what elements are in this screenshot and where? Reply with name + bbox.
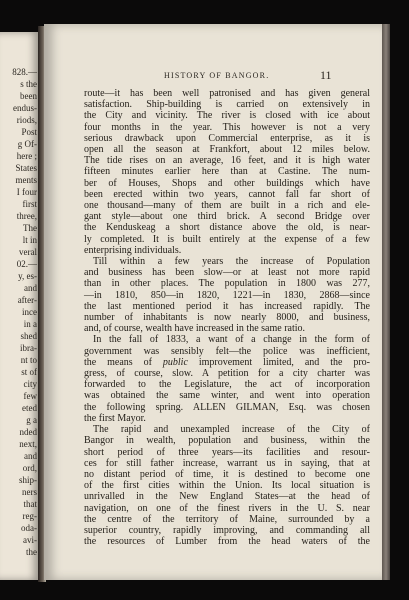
left-page-line: lt in [22,235,37,245]
right-page [44,24,382,580]
text-line: the centre of the territory of Maine, surrounded by a [84,513,370,525]
text-line: enterprising individuals. [84,244,182,256]
text-line: the following spring. ALLEN GILMAN, Esq. was chosen [84,401,370,413]
left-page-line: I four [16,187,37,197]
left-page-line: veral [19,247,37,257]
left-page-line: nded [19,427,37,437]
text-line: route—it has been well patronised and has given general [84,88,370,99]
text-line: navigation, on one of the finest rivers in the U. S. near [84,502,370,514]
text-line: fifteen minutes earlier here than at Castine. The num- [84,166,370,178]
text-line: the first Mayor. [84,412,146,424]
left-page-line: riods, [16,115,37,125]
running-head: HISTORY OF BANGOR. [164,71,270,80]
text-line: was obtained the same winter, and went into operation [84,390,370,402]
text-line: no distant period of time, it is destined to become one [84,468,370,480]
text-line: Till within a few years the increase of Population [93,256,370,268]
text-line: government was sensibly felt—the police was inefficient, [84,345,370,357]
text-line: number of inhabitants is now nearly 8000, and business, [84,312,370,324]
text-line: superior country, rapidly improving, and commanding all [84,524,370,536]
left-page-line: and [24,283,37,293]
left-page-line: ship- [19,475,37,485]
left-page-line: been [20,91,37,101]
left-page-line: 828.— [12,67,37,77]
left-page-line: ince [22,307,37,317]
left-page-line: ibra- [20,343,37,353]
left-page-line: eted [22,403,37,413]
text-line: The tide rises on an average, 16 feet, and it is high water [84,155,370,167]
text-line: The rapid and unexampled increase of the City of [93,424,370,436]
text-line: Bangor in wealth, population and business, within the [84,435,370,447]
left-page [0,32,40,580]
text-line: the means of public improvement limited, and the pro- [84,356,371,368]
left-page-line: in a [23,319,37,329]
text-line: forwarded to the Legislature, the act of incorporation [84,379,370,391]
text-line: the last mentioned period it has increased rapidly. The [84,300,370,312]
text-line: one thousand—many of them are built in a rich and ele- [84,200,370,212]
left-page-line: s the [20,79,37,89]
left-page-line: reg- [22,511,37,521]
text-line: four months in the year. This however is not a very [84,121,370,133]
left-page-line: y, es- [18,271,37,281]
left-page-line: st of [21,367,37,377]
left-page-line: few [23,391,37,401]
left-page-line: 02.— [16,259,37,269]
text-line: gant style—about one third brick. A second Bridge over [84,211,370,223]
left-page-line: ord, [22,463,37,473]
text-line: the City and vicinity. The river is closed with ice about [84,110,370,122]
text-line: ber of Houses, Shops and other buildings which have [84,177,370,189]
page-number: 11 [320,68,332,82]
left-page-line: avi- [23,535,37,545]
text-line: open all the season at Frankfort, about 12 miles below. [84,144,370,156]
left-page-line: The [23,223,37,233]
left-page-line: that [23,499,37,509]
text-line: serious drawback upon Commercial enterprise, as it is [84,132,370,144]
left-page-line: g a [26,415,37,425]
text-line: In the fall of 1833, a want of a change in the form of [93,334,370,346]
body-text [84,88,370,547]
text-line: short period of three years—its facilities and resour- [84,446,370,458]
text-line: been erected within two years, cannot fall far short of [84,188,370,200]
left-page-line: ners [22,487,37,497]
left-page-line: nt to [20,355,37,365]
text-line: the Kenduskeag a short distance above the old, is near- [84,222,370,234]
text-line: ly completed. It is built entirely at the expense of a few [84,233,370,245]
left-page-line: city [23,379,37,389]
text-line: the resources of Lumber from the head waters of the [84,536,370,548]
left-page-line: next, [19,439,37,449]
left-page-line: Post [21,127,37,137]
text-line: of the first cities within the Union. Its local situation is [84,480,370,492]
left-page-line: oda- [21,523,37,533]
left-page-line: after- [17,295,37,305]
text-line: —in 1810, 850—in 1820, 1221—in 1830, 2868—since [84,289,370,301]
text-line: unrivalled in the New England States—at the head of [84,491,370,503]
left-page-line: here ; [16,151,37,161]
left-page-line: endus- [13,103,37,113]
left-page-line: ments [15,175,37,185]
text-line: than in other places. The population in 1800 was 277, [84,278,370,290]
text-line: gress, of course, slow. A petition for a city charter was [84,368,370,380]
text-line: and business has been slow—or at least not more rapid [84,267,370,279]
page-header [44,68,382,84]
left-page-line: g Of- [17,139,37,149]
left-page-line: and [24,451,37,461]
left-page-line: shed [20,331,37,341]
left-page-line: first [22,199,37,209]
left-page-line: the [26,547,37,557]
left-page-text [0,66,38,558]
text-line: satisfaction. Ship-building is carried on extensively in [84,99,370,111]
book-edge [382,24,390,580]
text-line: and, of course, wealth have increased in the same ratio. [84,323,306,335]
left-page-line: States [15,163,37,173]
left-page-line: three, [16,211,37,221]
text-line: ces for still father increase, warrant us in saying, that at [84,457,370,469]
